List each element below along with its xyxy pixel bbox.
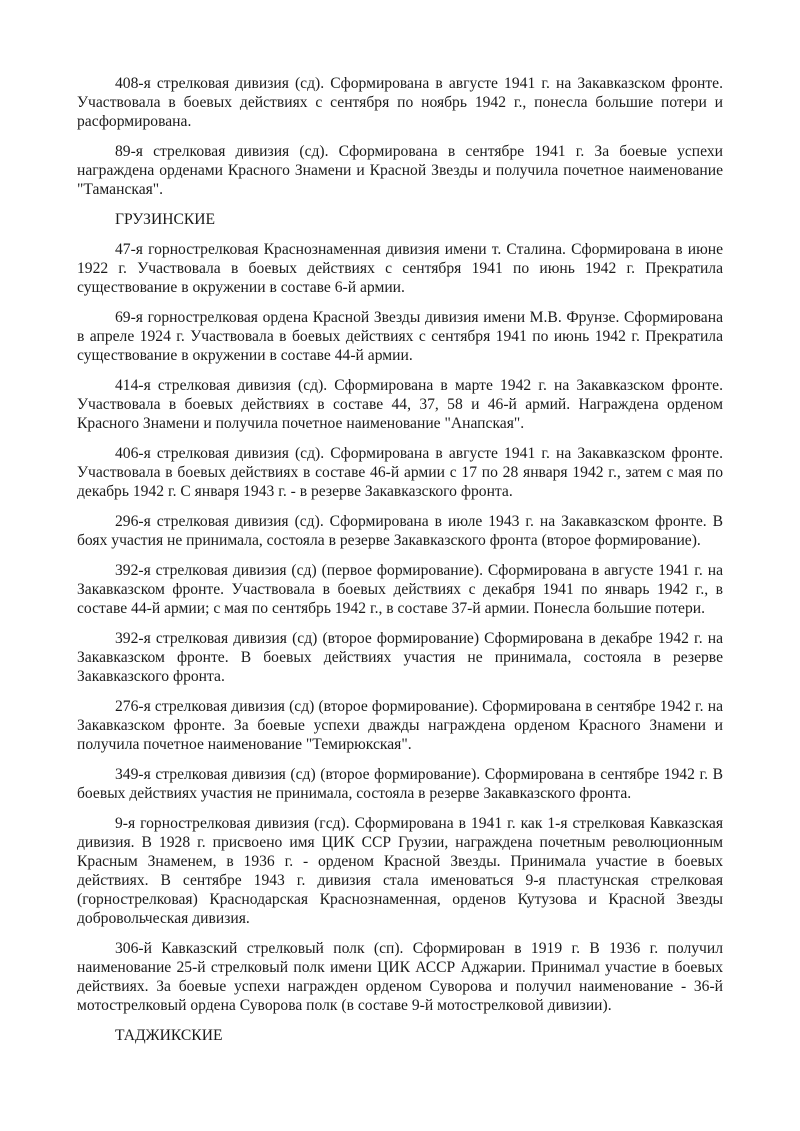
paragraph-306-regiment: 306-й Кавказский стрелковый полк (сп). Сформирован в 1919 г. В 1936 г. получил наименование 25-й стрелковый полк имени ЦИК АССР Аджарии. Принимал участие в боевых действиях. За боевые успехи награжден орденом Суворова и получил наименование - 36-й мотострелковый ордена Суворова полк (в составе 9-й мотострелковой дивизии).: [77, 940, 723, 1014]
section-heading-tajik: ТАДЖИКСКИЕ: [115, 1027, 223, 1044]
paragraph-414-division: 414-я стрелковая дивизия (сд). Сформирована в марте 1942 г. на Закавказском фронте. Участвовала в боевых действиях в составе 44, 37, 58 и 46-й армий. Награждена орденом Красного Знамени и получила почетное наименование "Анапская".: [77, 377, 723, 432]
section-heading-georgian: ГРУЗИНСКИЕ: [115, 211, 216, 228]
paragraph-408-division: 408-я стрелковая дивизия (сд). Сформирована в августе 1941 г. на Закавказском фронте. Участвовала в боевых действиях с сентября по ноябрь 1942 г., понесла большие потери и расформирована.: [77, 75, 723, 130]
document-page: [77, 74, 723, 1056]
paragraph-9-mountain-division: 9-я горнострелковая дивизия (гсд). Сформирована в 1941 г. как 1-я стрелковая Кавказская дивизия. В 1928 г. присвоено имя ЦИК ССР Грузии, награждена почетным революционным Красным Знаменем, в 1936 г. - орденом Красной Звезды. Принимала участие в боевых действиях. В сентябре 1943 г. дивизия стала именоваться 9-я пластунская стрелковая (горнострелковая) Краснодарская Краснознаменная, орденов Кутузова и Красной Звезды добровольческая дивизия.: [77, 815, 723, 927]
paragraph-276-division: 276-я стрелковая дивизия (сд) (второе формирование). Сформирована в сентябре 1942 г. на Закавказском фронте. За боевые успехи дважды награждена орденом Красного Знамени и получила почетное наименование "Темирюкская".: [77, 698, 723, 753]
paragraph-47-division: 47-я горнострелковая Краснознаменная дивизия имени т. Сталина. Сформирована в июне 1922 г. Участвовала в боевых действиях с сентября 1941 по июнь 1942 г. Прекратила существование в окружении в составе 6-й армии.: [77, 241, 723, 296]
paragraph-392-division-second: 392-я стрелковая дивизия (сд) (второе формирование) Сформирована в декабре 1942 г. на Закавказском фронте. В боевых действиях участия не принимала, состояла в резерве Закавказского фронта.: [77, 630, 723, 685]
paragraph-89-division: 89-я стрелковая дивизия (сд). Сформирована в сентябре 1941 г. За боевые успехи награждена орденами Красного Знамени и Красной Звезды и получила почетное наименование "Таманская".: [77, 143, 723, 198]
paragraph-406-division: 406-я стрелковая дивизия (сд). Сформирована в августе 1941 г. на Закавказском фронте. Участвовала в боевых действиях в составе 46-й армии с 17 по 28 января 1942 г., затем с мая по декабрь 1942 г. С января 1943 г. - в резерве Закавказского фронта.: [77, 445, 723, 500]
paragraph-69-division: 69-я горнострелковая ордена Красной Звезды дивизия имени М.В. Фрунзе. Сформирована в апреле 1924 г. Участвовала в боевых действиях с сентября 1941 по июнь 1942 г. Прекратила существование в окружении в составе 44-й армии.: [77, 309, 723, 364]
paragraph-349-division: 349-я стрелковая дивизия (сд) (второе формирование). Сформирована в сентябре 1942 г. В боевых действиях участия не принимала, состояла в резерве Закавказского фронта.: [77, 766, 723, 802]
paragraph-392-division-first: 392-я стрелковая дивизия (сд) (первое формирование). Сформирована в августе 1941 г. на Закавказском фронте. Участвовала в боевых действиях с декабря 1941 по январь 1942 г., в составе 44-й армии; с мая по сентябрь 1942 г., в составе 37-й армии. Понесла большие потери.: [77, 562, 723, 617]
paragraph-296-division: 296-я стрелковая дивизия (сд). Сформирована в июле 1943 г. на Закавказском фронте. В боях участия не принимала, состояла в резерве Закавказского фронта (второе формирование).: [77, 513, 723, 549]
